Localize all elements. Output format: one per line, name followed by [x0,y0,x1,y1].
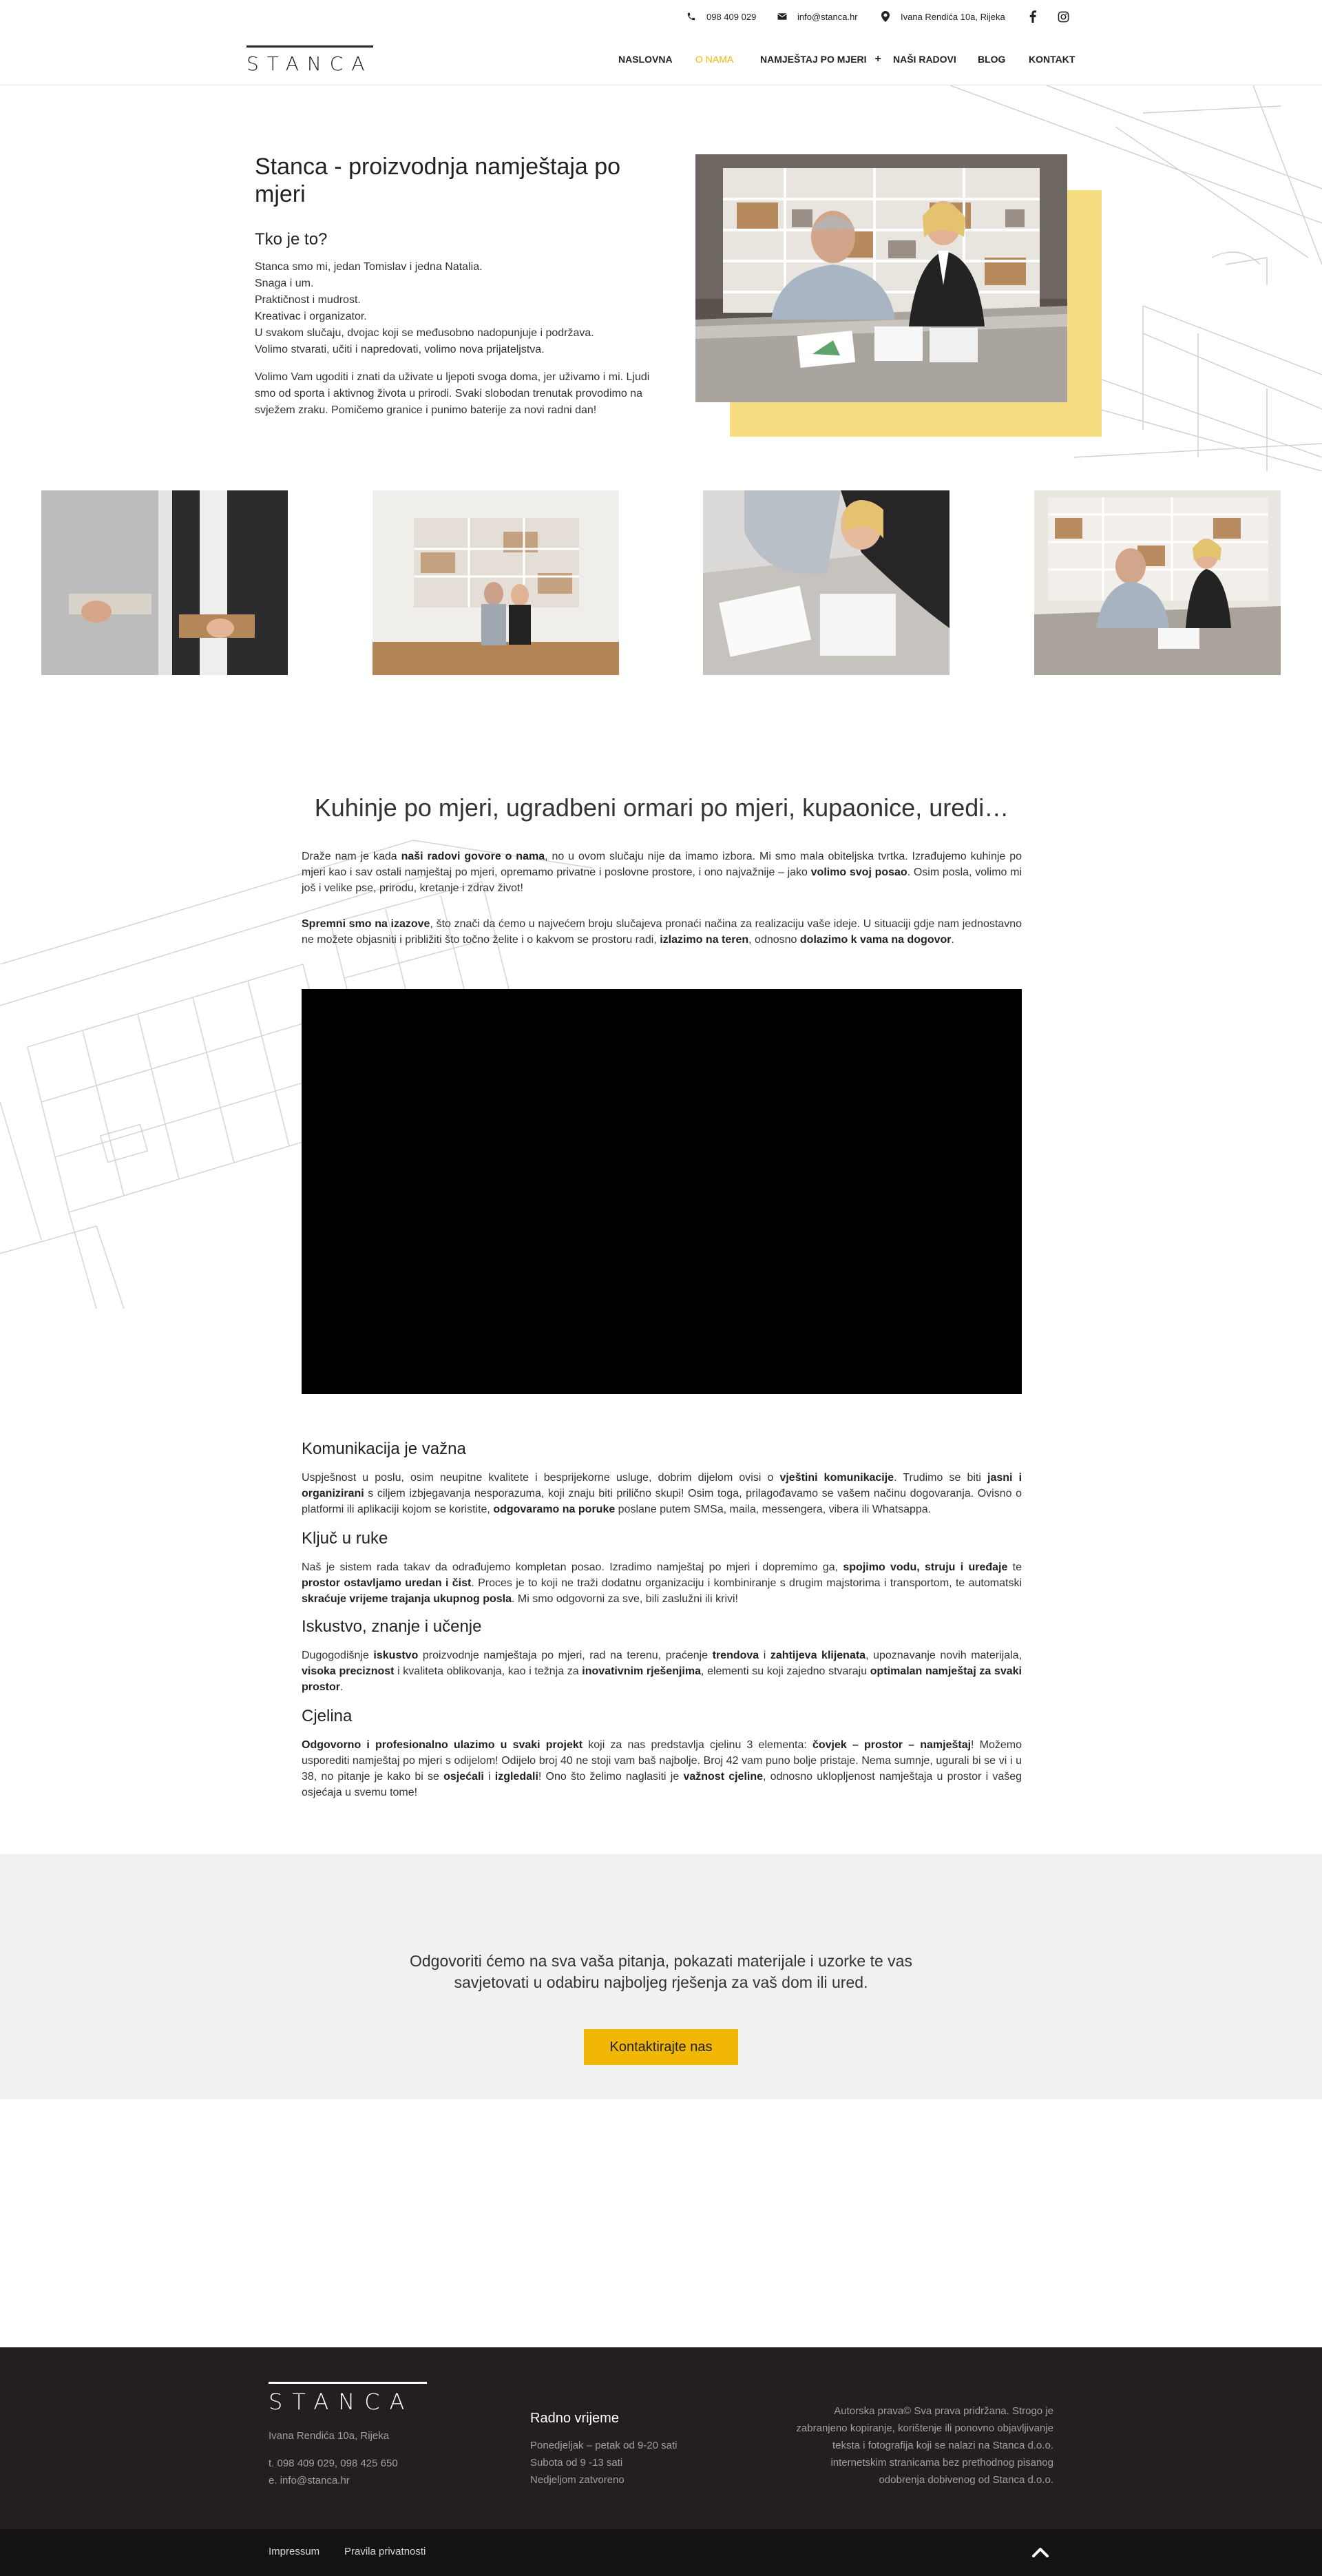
footer-logo-bar [269,2382,427,2384]
logo-text: STANCA [246,52,373,75]
privacy-link[interactable]: Pravila privatnosti [344,2546,426,2557]
text: . [951,934,954,946]
section-text-kljuc [302,1559,1022,1607]
copyright-line: teksta i fotografija koji se nalazi na Stanca d.o.o. [832,2440,1053,2451]
cta-text: Odgovoriti ćemo na sva vaša pitanja, pokazati materijale i uzorke te vas savjetovati u odabiru najboljeg rješenja za vaš dom ili ured. [410,1952,912,1991]
text: ! Možemo usporediti namještaj po mjeri s odijelom! Odijelo broj 40 ne stoji vam baš najbolje. Broj 42 vam puno bolje pristaje. Nema sumnje, ugurali bi se vi i u 38, no pitanje je kako bi se [302,1739,1022,1783]
copyright-line: zabranjeno kopiranje, korištenje ili ponovno objavljivanje [796,2422,1053,2434]
text: , no u ovom slučaju nije da imamo izbora. Mi smo mala obiteljska tvrtka. Izrađujemo kuhinje po mjeri kao i sav ostali namještaj po mjeri, opremamo privatne i poslovne prostore, i ono najvažnije – jako [302,851,1022,878]
nav-namjestaj-po-mjeri[interactable] [760,52,881,66]
bold-text: dolazimo k vama na dogovor [799,934,952,946]
text: ! Ono što želimo naglasiti je [538,1771,684,1783]
nav-namjestaj-label: NAMJEŠTAJ PO MJERI [760,54,867,65]
bold-text: Odgovorno i profesionalno ulazimo u svaki projekt [302,1739,583,1751]
text: . [340,1681,344,1693]
bold-text: zahtijeva klijenata [770,1650,866,1661]
gallery-photo-3[interactable] [703,490,949,675]
bold-text: trendova [712,1650,759,1661]
footer-phones: t. 098 409 029, 098 425 650 [269,2458,398,2469]
bold-text: optimalan namještaj za svaki prostor [302,1665,1022,1693]
address-text: Ivana Rendića 10a, Rijeka [901,11,1005,22]
bold-text: izgledali [494,1771,538,1783]
about-line: Volimo stvarati, učiti i napredovati, volimo nova prijateljstva. [255,344,545,355]
bold-text: volimo svoj posao [810,866,907,878]
email-text: info@stanca.hr [797,11,858,22]
phone-link[interactable] [686,10,756,23]
text: s ciljem izbjegavanja nesporazuma, koji znaju biti prilično skupi! Osim toga, prilagođavamo se vašem načinu dogovaranja. Ovisno o platformi ili aplikaciji kojom se koristite, [302,1488,1022,1515]
bold-text: iskustvo [373,1650,419,1661]
footer-email[interactable]: e. info@stanca.hr [269,2475,350,2486]
gallery-photo-2[interactable] [373,490,619,675]
about-line: Snaga i um. [255,278,314,289]
team-photo [695,154,1067,402]
text: i [759,1650,770,1661]
about-subtitle: Tko je to? [255,230,328,249]
hours-line: Ponedjeljak – petak od 9-20 sati [530,2440,678,2451]
section-text-cjelina [302,1737,1022,1800]
plus-icon: + [874,53,881,65]
text: poslane putem SMSa, maila, messengera, vibera ili Whatsappa. [615,1504,932,1515]
about-line: Stanca smo mi, jedan Tomislav i jedna Natalia. [255,261,483,273]
bold-text: odgovaramo na poruke [493,1504,616,1515]
intro-paragraph-1 [302,849,1022,896]
email-link[interactable] [777,10,858,23]
footer-address: Ivana Rendića 10a, Rijeka [269,2430,390,2442]
copyright-line: internetskim stranicama bez prethodnog pisanog [830,2457,1053,2469]
phone-text: 098 409 029 [706,11,757,22]
text: , elementi su koji zajedno stvaraju [701,1665,870,1677]
text: i kvaliteta oblikovanja, kao i težnja za [394,1665,583,1677]
site-footer [0,2347,1322,2529]
section-title-cjelina: Cjelina [302,1707,353,1725]
footer-logo-text: STANCA [269,2389,415,2415]
section-text-iskustvo [302,1648,1022,1695]
bold-text: osjećali [443,1771,484,1783]
hours-line: Subota od 9 -13 sati [530,2457,623,2469]
site-header [0,33,1322,85]
copyright-line: Autorska prava© Sva prava pridržana. Strogo je [834,2405,1053,2417]
contact-button[interactable]: Kontaktirajte nas [584,2029,738,2065]
main-heading: Kuhinje po mjeri, ugradbeni ormari po mjeri, kupaonice, uredi… [314,793,1009,822]
text: Draže nam je kada [302,851,401,862]
bold-text: skraćuje vrijeme trajanja ukupnog posla [302,1593,512,1605]
bold-text: jasni i organizirani [302,1472,1022,1499]
footer-hours-title: Radno vrijeme [530,2411,619,2426]
text: te [1007,1561,1022,1573]
text: , upoznavanje novih materijala, [865,1650,1022,1661]
text: . Proces je to koji ne traži dodatnu organizaciju i kombiniranje s drugim majstorima i transportom, te automatski [471,1577,1022,1589]
bold-text: naši radovi govore o nama [401,851,545,862]
logo-bar [246,45,373,48]
about-lines [255,259,654,358]
nav-naslovna[interactable]: NASLOVNA [618,54,673,65]
address-link[interactable] [880,10,1005,23]
text: . Osim posla, volimo mi još i velike pse, prirodu, kretanje i zdrav život! [302,866,1022,894]
impressum-link[interactable]: Impressum [269,2546,320,2557]
bold-text: vještini komunikacije [779,1472,894,1484]
nav-kontakt[interactable]: KONTAKT [1029,54,1076,65]
bold-text: izlazimo na teren [660,934,749,946]
chevron-up-icon[interactable] [1030,2543,1051,2561]
text: , odnosno [748,934,800,946]
copyright-line: odobrenja dobivenog od Stanca d.o.o. [879,2474,1053,2486]
text: . Mi smo odgovorni za sve, bili zaslužni ili krivi! [512,1593,738,1605]
section-title-iskustvo: Iskustvo, znanje i učenje [302,1617,482,1636]
about-paragraph: Volimo Vam ugoditi i znati da uživate u ljepoti svoga doma, jer uživamo i mi. Ljudi smo od sporta i aktivnog života u prirodi. Svaki slobodan trenutak provodimo na svježem zraku. Pomičemo granice i punimo baterije za novi radni dan! [255,371,650,416]
text: Dugogodišnje [302,1650,374,1661]
footer-logo[interactable] [269,2382,427,2413]
gallery-photo-4[interactable] [1034,490,1281,675]
about-line: Kreativac i organizator. [255,311,367,322]
about-title: Stanca - proizvodnja namještaja po mjeri [255,154,621,207]
hours-line: Nedjeljom zatvoreno [530,2474,625,2486]
video-player[interactable] [302,989,1022,1394]
instagram-icon[interactable] [1056,10,1070,23]
text: , što znači da ćemo u najvećem broju slučajeva pronaći načina za realizaciju vaše ideje. U situaciji gdje nam jednostavno ne možete objasniti i približiti što točno želite i o kakvom se prostoru radi, [302,918,1022,946]
text: Uspješnost u poslu, osim neupitne kvalitete i besprijekorne usluge, dobrim dijelom ovisi o [302,1472,780,1484]
text: proizvodnje namještaja po mjeri, rad na terenu, praćenje [418,1650,713,1661]
facebook-icon[interactable] [1026,10,1040,23]
section-text-komunikacija [302,1470,1022,1517]
section-title-kljuc: Ključ u ruke [302,1529,388,1548]
section-title-komunikacija: Komunikacija je važna [302,1440,466,1458]
about-line: U svakom slučaju, dvojac koji se međusobno nadopunjuje i podržava. [255,327,594,339]
map-pin-icon [880,11,891,22]
bold-text: čovjek – prostor – namještaj [812,1739,972,1751]
about-line: Praktičnost i mudrost. [255,294,361,306]
footer-hours [530,2437,677,2489]
bottom-bar [0,2529,1322,2576]
contact-cta-section [0,1854,1322,2099]
nav-o-nama[interactable]: O NAMA [695,54,734,65]
text: koji za nas predstavlja cjelinu 3 elementa: [583,1739,812,1751]
bold-text: Spremni smo na izazove [302,918,430,930]
text: . Trudimo se biti [894,1472,988,1484]
nav-nasi-radovi[interactable]: NAŠI RADOVI [893,54,956,65]
top-contact-bar [0,0,1322,33]
gallery-photo-1[interactable] [41,490,288,675]
bold-text: važnost cjeline [683,1771,764,1783]
bold-text: visoka preciznost [302,1665,395,1677]
text: Naš je sistem rada takav da odrađujemo kompletan posao. Izradimo namještaj po mjeri i dopremimo ga, [302,1561,843,1573]
text: i [483,1771,495,1783]
envelope-icon [777,11,788,22]
intro-paragraph-2 [302,916,1022,948]
bold-text: spojimo vodu, struju i uređaje [843,1561,1008,1573]
footer-copyright [778,2402,1053,2489]
logo[interactable] [246,45,373,76]
nav-blog[interactable]: BLOG [978,54,1006,65]
bold-text: prostor ostavljamo uredan i čist [302,1577,472,1589]
text: , odnosno uklopljenost namještaja u prostor i vašeg osjećaja u svemu tome! [302,1771,1022,1798]
phone-icon [686,11,697,22]
bold-text: inovativnim rješenjima [582,1665,701,1677]
